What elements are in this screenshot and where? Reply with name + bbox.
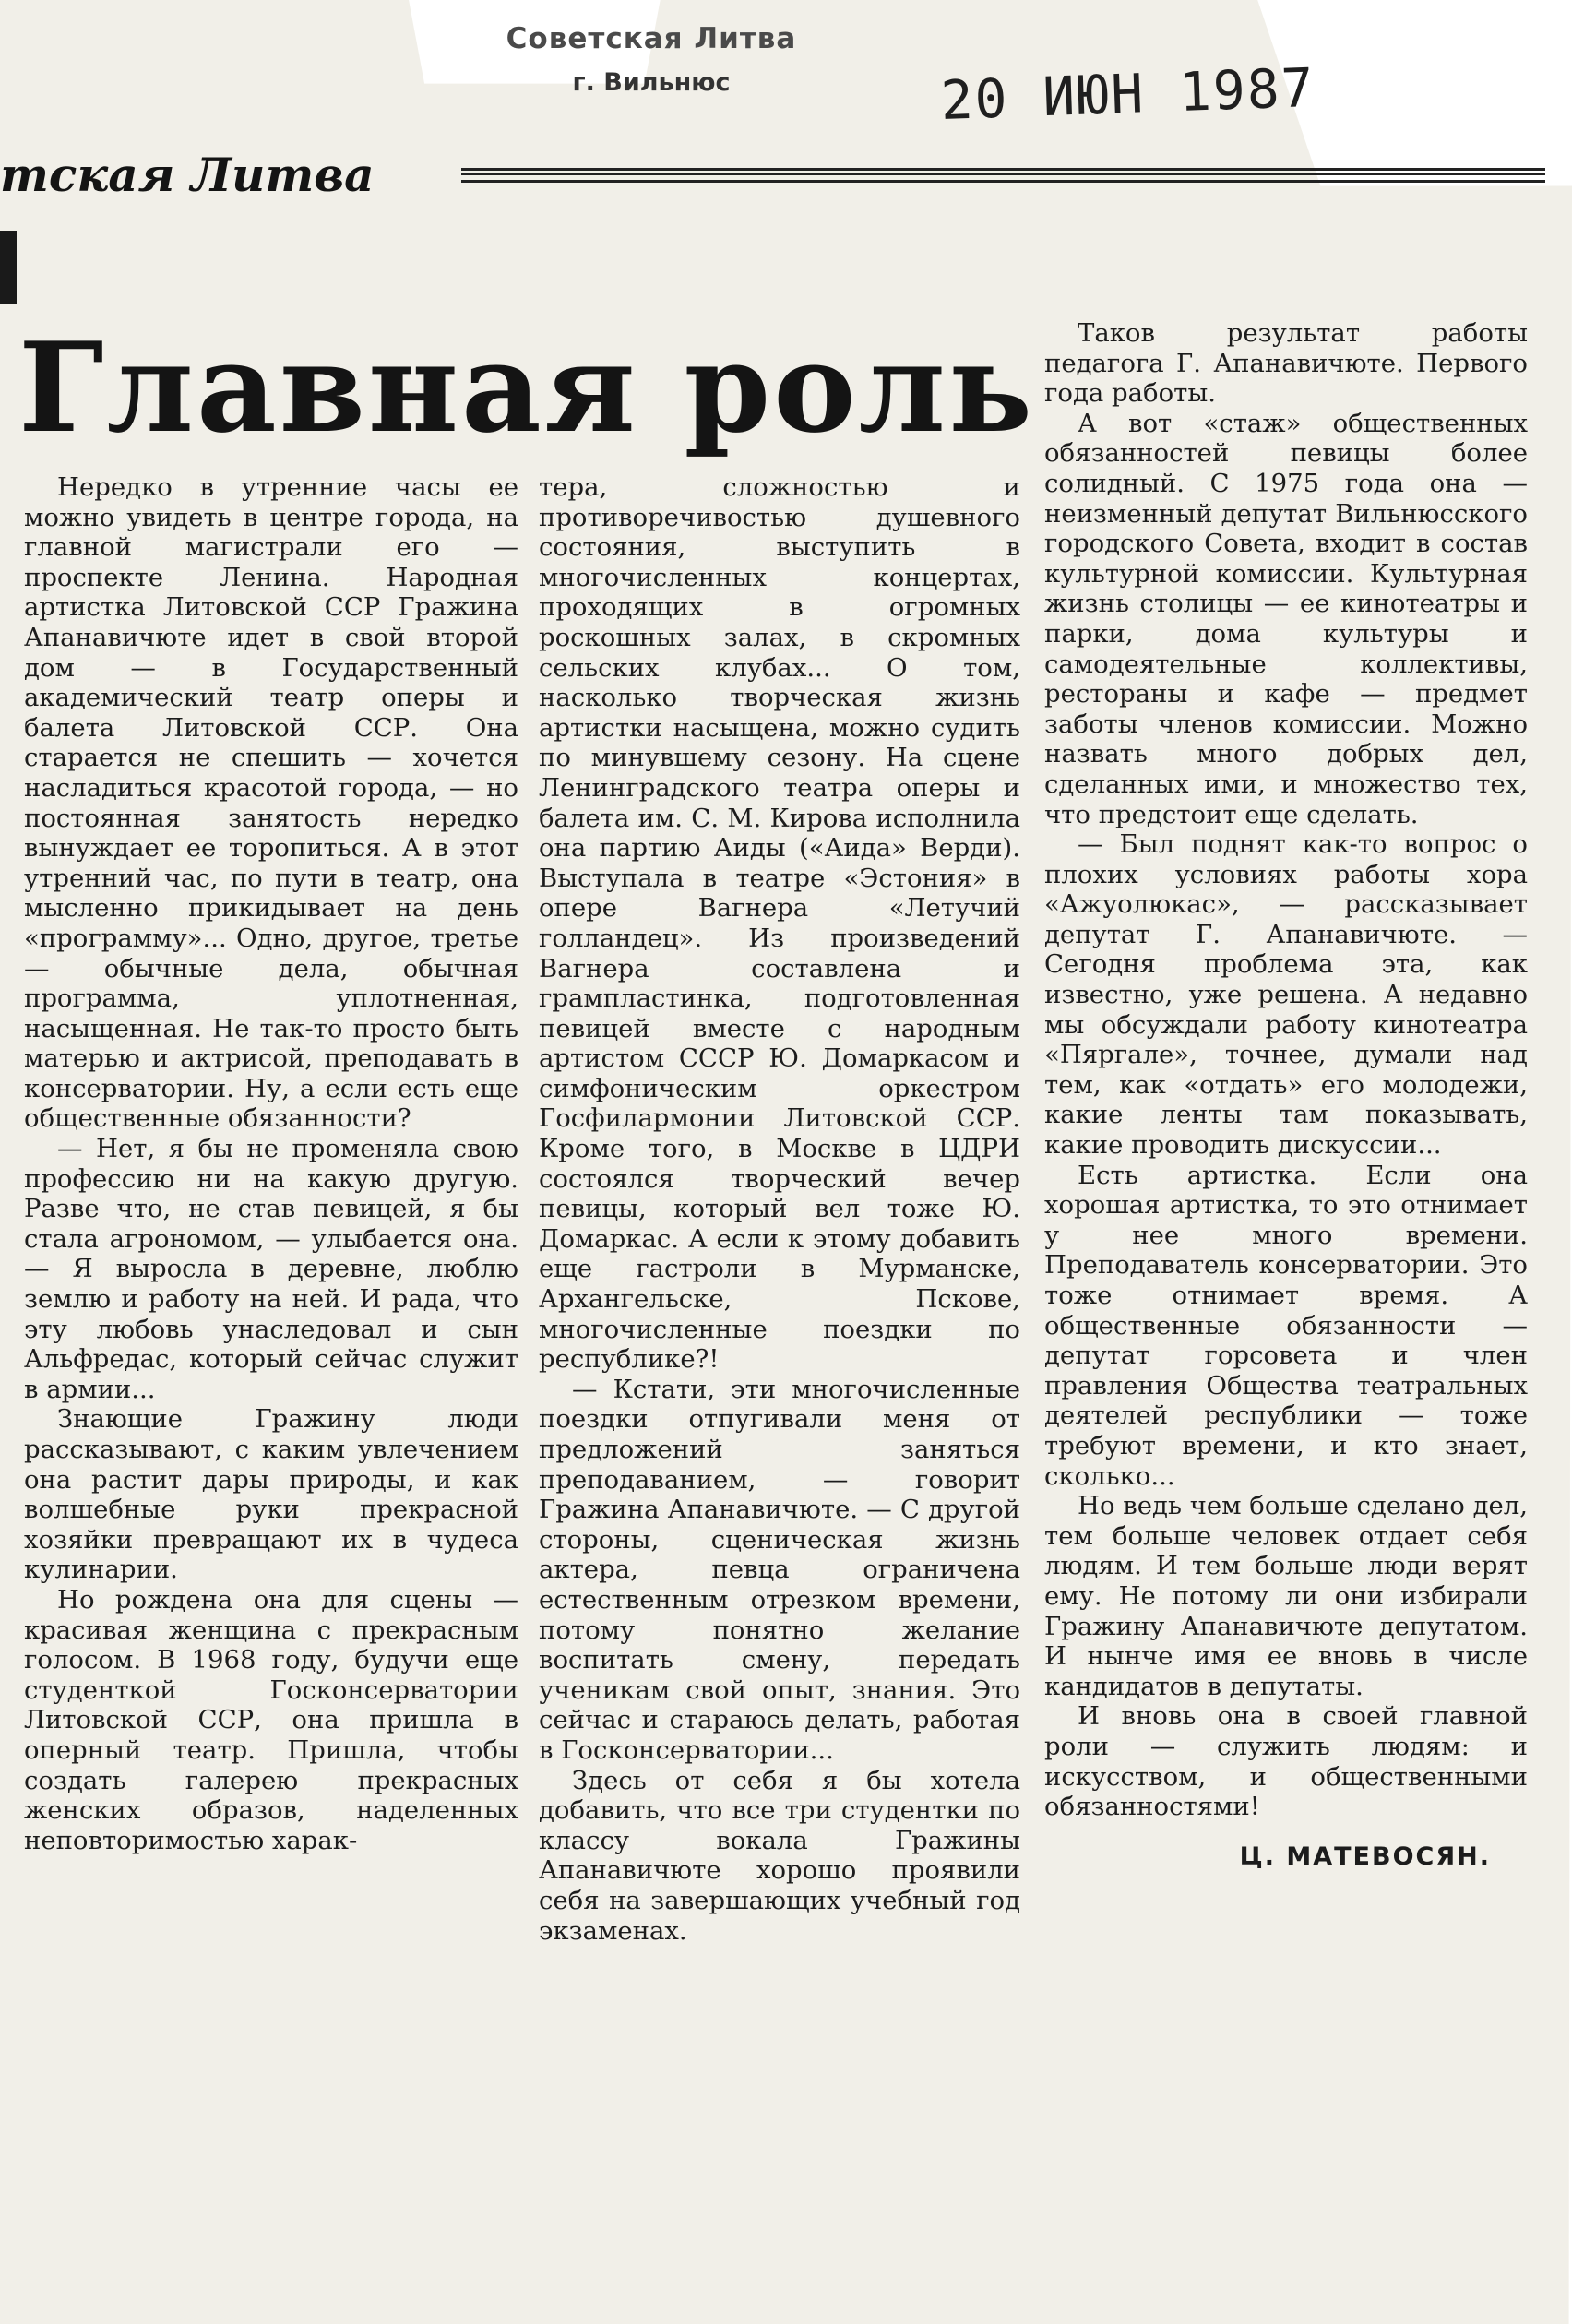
masthead-name: тская Литва bbox=[0, 148, 375, 202]
masthead bbox=[0, 148, 1572, 203]
paragraph: — Нет, я бы не променяла свою профессию ни на какую другую. Разве что, не став певицей, я бы стала агрономом, — улыбается она. — Я выросла в деревне, люблю землю и работу на ней. И рада, что эту любовь унаследовал и сын Альфредас, который сейчас служит в армии... bbox=[24, 1134, 518, 1404]
stamp-city: г. Вильнюс bbox=[572, 68, 731, 97]
article-column-1 bbox=[24, 472, 518, 1855]
author-signature: Ц. МАТЕВОСЯН. bbox=[1239, 1841, 1491, 1871]
paragraph: тера, сложностью и противоречивостью душевного состояния, выступить в многочисленных концертах, проходящих в огромных роскошных залах, в скромных сельских клубах... О том, насколько творческая жизнь артистки насыщена, можно судить по минувшему сезону. На сцене Ленинградского театра оперы и балета им. С. М. Кирова исполнила она партию Аиды («Аида» Верди). Выступала в театре «Эстония» в опере Вагнера «Летучий голландец». Из произведений Вагнера составлена и грампластинка, подготовленная певицей вместе с народным артистом СССР Ю. Домаркасом и симфоническим оркестром Госфилармонии Литовской ССР. Кроме того, в Москве в ЦДРИ состоялся творческий вечер певицы, который вел тоже Ю. Домаркас. А если к этому добавить еще гастроли в Мурманске, Архангельске, Пскове, многочисленные поездки по республике?! bbox=[539, 472, 1020, 1375]
paragraph: Нередко в утренние часы ее можно увидеть в центре города, на главной магистрали его — проспекте Ленина. Народная артистка Литовской ССР Гражина Апанавичюте идет в свой второй дом — в Государственный академический театр оперы и балета Литовской ССР. Она старается не спешить — хочется насладиться красотой города, — но постоянная занятость нередко вынуждает ее торопиться. А в этот утренний час, по пути в театр, она мысленно прикидывает на день «программу»... Одно, другое, третье — обычные дела, обычная программа, уплотненная, насыщенная. Не так-то просто быть матерью и актрисой, преподавать в консерватории. Ну, а если есть еще общественные обязанности? bbox=[24, 472, 518, 1134]
paragraph: Но рождена она для сцены — красивая женщина с прекрасным голосом. В 1968 году, будучи еще студенткой Госконсерватории Литовской ССР, она пришла в оперный театр. Пришла, чтобы создать галерею прекрасных женских образов, наделенных неповторимостью харак- bbox=[24, 1584, 518, 1855]
stamp-newspaper-name: Советская Литва bbox=[506, 22, 797, 55]
date-stamp: 20 ИЮН 1987 bbox=[939, 55, 1316, 132]
paragraph: Знающие Гражину люди рассказывают, с каким увлечением она растит дары природы, и как волшебные руки прекрасной хозяйки превращают их в чудеса кулинарии. bbox=[24, 1404, 518, 1585]
paragraph: Есть артистка. Если она хорошая артистка, то это отнимает у нее много времени. Преподаватель консерватории. Это тоже отнимает время. А общественные обязанности — депутат горсовета и член правления Общества театральных деятелей республики — тоже требуют времени, и кто знает, сколько... bbox=[1044, 1160, 1528, 1491]
paragraph: — Кстати, эти многочисленные поездки отпугивали меня от предложений заняться преподаванием, — говорит Гражина Апанавичюте. — С другой стороны, сценическая жизнь актера, певца ограничена естественным отрезком времени, потому понятно желание воспитать смену, передать ученикам свой опыт, знания. Это сейчас и стараюсь делать, работая в Госконсерватории... bbox=[539, 1374, 1020, 1765]
paragraph: Таков результат работы педагога Г. Апанавичюте. Первого года работы. bbox=[1044, 318, 1528, 409]
paragraph: Здесь от себя я бы хотела добавить, что все три студентки по классу вокала Гражины Апанавичюте хорошо проявили себя на завершающих учебный год экзаменах. bbox=[539, 1765, 1020, 1946]
paragraph: А вот «стаж» общественных обязанностей певицы более солидный. С 1975 года она — неизменный депутат Вильнюсского городского Совета, входит в состав культурной комиссии. Культурная жизнь столицы — ее кинотеатры и парки, дома культуры и самодеятельные коллективы, рестораны и кафе — предмет заботы членов комиссии. Можно назвать много добрых дел, сделанных ими, и множество тех, что предстоит еще сделать. bbox=[1044, 408, 1528, 829]
paragraph: Но ведь чем больше сделано дел, тем больше человек отдает себя людям. И тем больше люди верят ему. Не потому ли они избирали Гражину Апанавичюте депутатом. И нынче имя ее вновь в числе кандидатов в депутаты. bbox=[1044, 1491, 1528, 1701]
article-headline: Главная роль bbox=[18, 315, 1035, 460]
masthead-rule bbox=[461, 168, 1545, 183]
article-column-2 bbox=[539, 472, 1020, 1946]
article-column-3 bbox=[1044, 318, 1528, 1872]
cropped-column-fragment bbox=[0, 231, 17, 304]
paragraph: — Был поднят как-то вопрос о плохих условиях работы хора «Ажуолюкас», — рассказывает депутат Г. Апанавичюте. — Сегодня проблема эта, как известно, уже решена. А недавно мы обсуждали работу кинотеатра «Пяргале», точнее, думали над тем, как «отдать» его молодежи, какие ленты там показывать, какие проводить дискуссии... bbox=[1044, 829, 1528, 1161]
paragraph: И вновь она в своей главной роли — служить людям: и искусством, и общественными обязанностями! bbox=[1044, 1701, 1528, 1822]
library-stamp bbox=[448, 22, 854, 105]
